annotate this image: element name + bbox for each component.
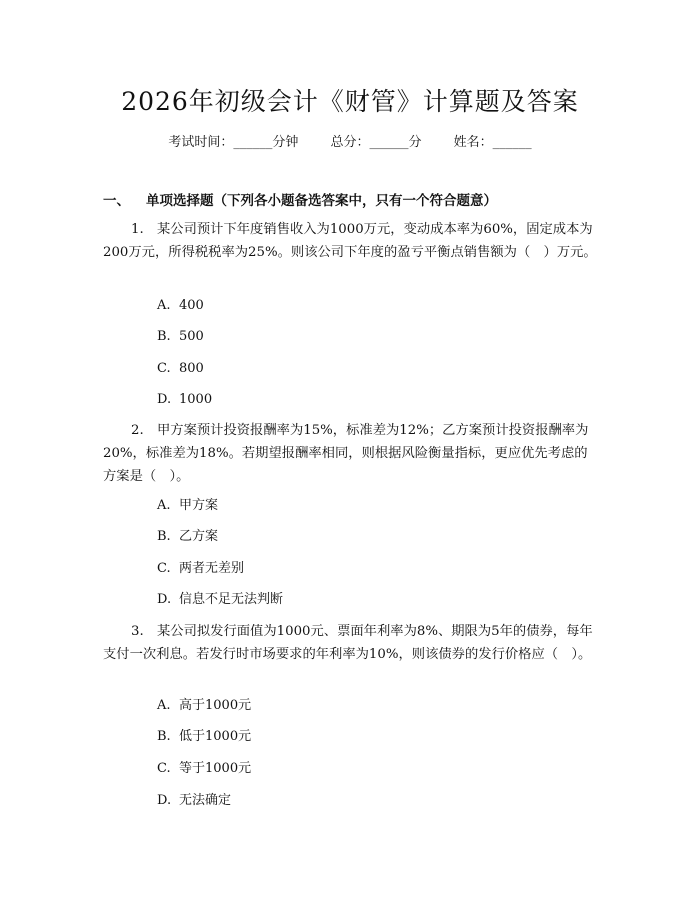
option-text: 1000: [179, 392, 213, 407]
exam-meta: [0, 131, 700, 150]
question-1-option-b: [157, 328, 204, 346]
option-key: B.: [157, 729, 171, 744]
option-key: A.: [157, 498, 171, 513]
question-1-option-c: [157, 360, 204, 378]
question-3-option-d: [157, 792, 231, 810]
option-text: 低于1000元: [179, 729, 252, 744]
option-key: B.: [157, 529, 171, 544]
option-text: 等于1000元: [179, 761, 252, 776]
option-text: 800: [179, 361, 204, 376]
option-key: A.: [157, 298, 171, 313]
option-text: 乙方案: [179, 529, 219, 544]
option-text: 两者无差别: [179, 561, 245, 576]
option-key: D.: [157, 392, 172, 407]
option-key: D.: [157, 592, 172, 607]
option-text: 甲方案: [179, 498, 219, 513]
name-field: 姓名：______: [453, 135, 532, 150]
question-1-option-d: [157, 391, 212, 409]
option-text: 信息不足无法判断: [179, 592, 284, 607]
option-key: B.: [157, 329, 171, 344]
question-2-option-c: [157, 560, 244, 578]
question-2-option-a: [157, 497, 218, 515]
page-title: 2026年初级会计《财管》计算题及答案: [121, 87, 579, 116]
option-key: C.: [157, 361, 171, 376]
section-heading: [103, 189, 497, 209]
question-3-stem: 3. 某公司拟发行面值为1000元、票面年利率为8%、期限为5年的债券，每年支付一次利息。若发行时市场要求的年利率为10%，则该债券的发行价格应（ ）。: [103, 624, 593, 662]
section-title: 单项选择题（下列各小题备选答案中，只有一个符合题意）: [146, 193, 497, 209]
option-text: 高于1000元: [179, 698, 252, 713]
question-2-option-d: [157, 591, 283, 609]
option-text: 500: [179, 329, 204, 344]
total-score-field: 总分：______分: [330, 135, 422, 150]
question-2-stem: 2. 甲方案预计投资报酬率为15%，标准差为12%；乙方案预计投资报酬率为20%，标准差为18%。若期望报酬率相同，则根据风险衡量指标，更应优先考虑的方案是（ ）。: [103, 423, 589, 484]
exam-time-field: 考试时间：______分钟: [168, 135, 299, 150]
section-number: 一、: [103, 193, 130, 209]
question-1-option-a: [157, 297, 204, 315]
question-3-option-b: [157, 728, 251, 746]
question-3-option-a: [157, 697, 251, 715]
option-key: C.: [157, 761, 171, 776]
option-text: 400: [179, 298, 204, 313]
option-key: C.: [157, 561, 171, 576]
question-1-stem: 1. 某公司预计下年度销售收入为1000万元，变动成本率为60%，固定成本为200万元，所得税税率为25%。则该公司下年度的盈亏平衡点销售额为（ ）万元。: [103, 222, 597, 260]
option-key: A.: [157, 698, 171, 713]
option-text: 无法确定: [179, 793, 232, 808]
question-2-option-b: [157, 528, 218, 546]
option-key: D.: [157, 793, 172, 808]
question-3-option-c: [157, 760, 251, 778]
